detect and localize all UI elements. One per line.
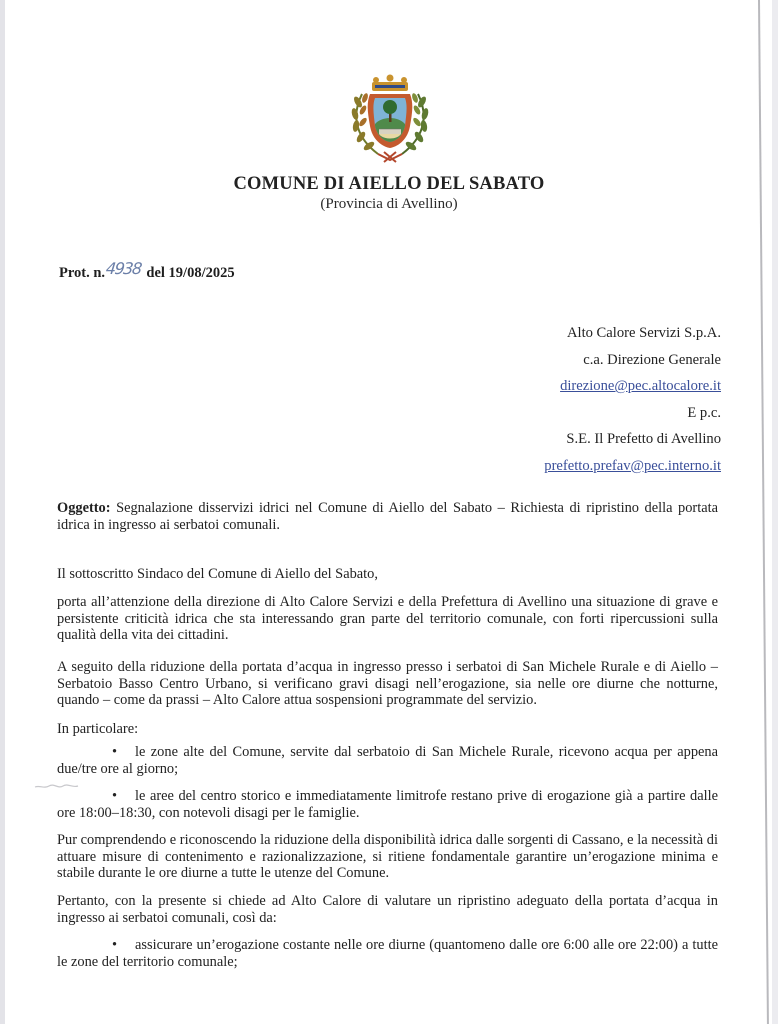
subject-label: Oggetto: [57,500,111,516]
list-item [57,788,718,821]
list-item-text: assicurare un’erogazione costante nelle ore diurne (quantomeno dalle ore 6:00 alle ore 22:00) a tutte le zone del territorio comunale; [57,937,718,970]
protocol-prefix: Prot. n. [59,265,106,281]
recipient-email-link[interactable]: direzione@pec.altocalore.it [560,378,721,394]
recipient-cc-label: E p.c. [687,404,721,421]
list-item [57,744,718,777]
paragraph-in-particolare: In particolare: [57,721,139,737]
coat-of-arms-icon [348,74,432,164]
bullet-icon: • [111,937,117,953]
protocol-line [59,259,235,282]
paragraph-request: Pertanto, con la presente si chiede ad Alto Calore di valutare un ripristino adeguato della portata d’acqua in ingresso ai serbatoi comunali, così da: [57,893,718,926]
list-item-text: le zone alte del Comune, servite dal serbatoio di San Michele Rurale, ricevono acqua per appena due/tre ore al giorno; [57,744,718,777]
protocol-date: del 19/08/2025 [146,265,235,281]
list-item-text: le aree del centro storico e immediatamente limitrofe restano prive di erogazione già a partire dalle ore 18:00–18:30, con notevoli disagi per le famiglie. [57,788,718,821]
list-item [57,937,718,970]
province-subtitle: (Provincia di Avellino) [320,196,458,212]
scan-page-edge-line [758,0,769,1024]
subject-text: Segnalazione disservizi idrici nel Comune di Aiello del Sabato – Richiesta di ripristino della portata idrica in ingresso ai serbatoi comunali. [57,500,718,533]
protocol-number-handwritten: 4938 [105,259,142,278]
bullet-icon: • [111,744,117,760]
recipient-attention: c.a. Direzione Generale [583,351,721,368]
scan-left-edge [0,0,5,1024]
scan-right-edge [772,0,778,1024]
paragraph-understanding: Pur comprendendo e riconoscendo la riduzione della disponibilità idrica dalle sorgenti di Cassano, e la necessità di attuare misure di contenimento e razionalizzazione, si ritiene fondamentale garantire un’erogazione minima e stabile durante le ore diurne a tutte le utenze del Comune. [57,832,718,881]
municipality-name: COMUNE DI AIELLO DEL SABATO [233,174,545,194]
recipient-prefect: S.E. Il Prefetto di Avellino [566,431,721,447]
recipients-block [544,320,721,479]
prefect-email-link[interactable]: prefetto.prefav@pec.interno.it [544,457,721,474]
bullet-icon: • [111,788,117,804]
paragraph-opening: Il sottoscritto Sindaco del Comune di Aiello del Sabato, [57,566,378,582]
paragraph-details: A seguito della riduzione della portata d’acqua in ingresso presso i serbatoi di San Michele Rurale e di Aiello – Serbatoio Basso Centro Urbano, si verificano gravi disagi nell’erogazione, sia nelle ore diurne che notturne, quando – come da prassi – Alto Calore attua sospensioni programmate del servizio. [57,659,718,708]
recipient-company: Alto Calore Servizi S.p.A. [566,325,721,341]
paragraph-situation: porta all’attenzione della direzione di Alto Calore Servizi e della Prefettura di Avellino una situazione di grave e persistente criticità idrica che sta interessando gran parte del territorio comunale, con forti ripercussioni sulla qualità della vita dei cittadini. [57,594,718,643]
subject-line [57,500,718,533]
